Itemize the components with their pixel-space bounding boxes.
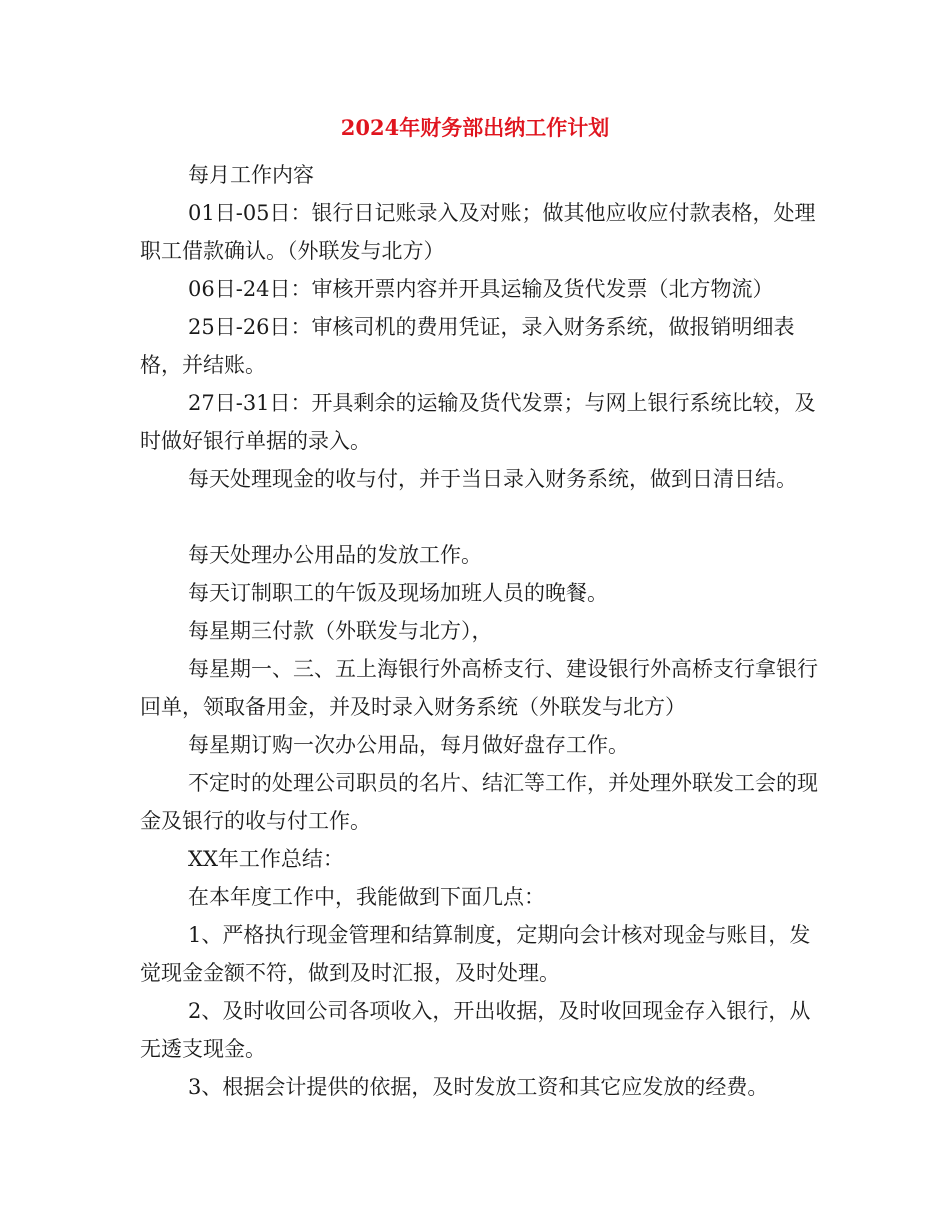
paragraph: 每天处理办公用品的发放工作。 (188, 543, 482, 567)
paragraph: 2、及时收回公司各项收入，开出收据，及时收回现金存入银行，从无透支现金。 (140, 999, 811, 1061)
paragraph: 3、根据会计提供的依据，及时发放工资和其它应发放的经费。 (188, 1075, 769, 1099)
paragraph: 每天订制职工的午饭及现场加班人员的晚餐。 (188, 581, 608, 605)
document-body (140, 156, 820, 1106)
paragraph: 每星期一、三、五上海银行外高桥支行、建设银行外高桥支行拿银行回单，领取备用金，并及时录入财务系统（外联发与北方） (140, 657, 818, 719)
blank-line (140, 498, 820, 536)
document-title: 2024年财务部出纳工作计划 (340, 115, 610, 140)
paragraph: 每星期三付款（外联发与北方）， (188, 619, 493, 643)
paragraph: 不定时的处理公司职员的名片、结汇等工作，并处理外联发工会的现金及银行的收与付工作。 (140, 771, 818, 833)
paragraph: XX年工作总结： (188, 847, 344, 871)
paragraph: 25日-26日：审核司机的费用凭证，录入财务系统，做报销明细表格，并结账。 (140, 315, 795, 377)
paragraph: 1、严格执行现金管理和结算制度，定期向会计核对现金与账目，发觉现金金额不符，做到及时汇报，及时处理。 (140, 923, 811, 985)
paragraph: 27日-31日：开具剩余的运输及货代发票；与网上银行系统比较，及时做好银行单据的录入。 (140, 391, 816, 453)
paragraph: 06日-24日：审核开票内容并开具运输及货代发票（北方物流） (188, 277, 774, 301)
paragraph: 每天处理现金的收与付，并于当日录入财务系统，做到日清日结。 (188, 467, 797, 491)
paragraph: 每星期订购一次办公用品，每月做好盘存工作。 (188, 733, 629, 757)
paragraph: 在本年度工作中，我能做到下面几点： (188, 885, 545, 909)
paragraph: 01日-05日：银行日记账录入及对账；做其他应收应付款表格，处理职工借款确认。（外联发与北方） (140, 201, 816, 263)
paragraph: 每月工作内容 (188, 163, 314, 187)
